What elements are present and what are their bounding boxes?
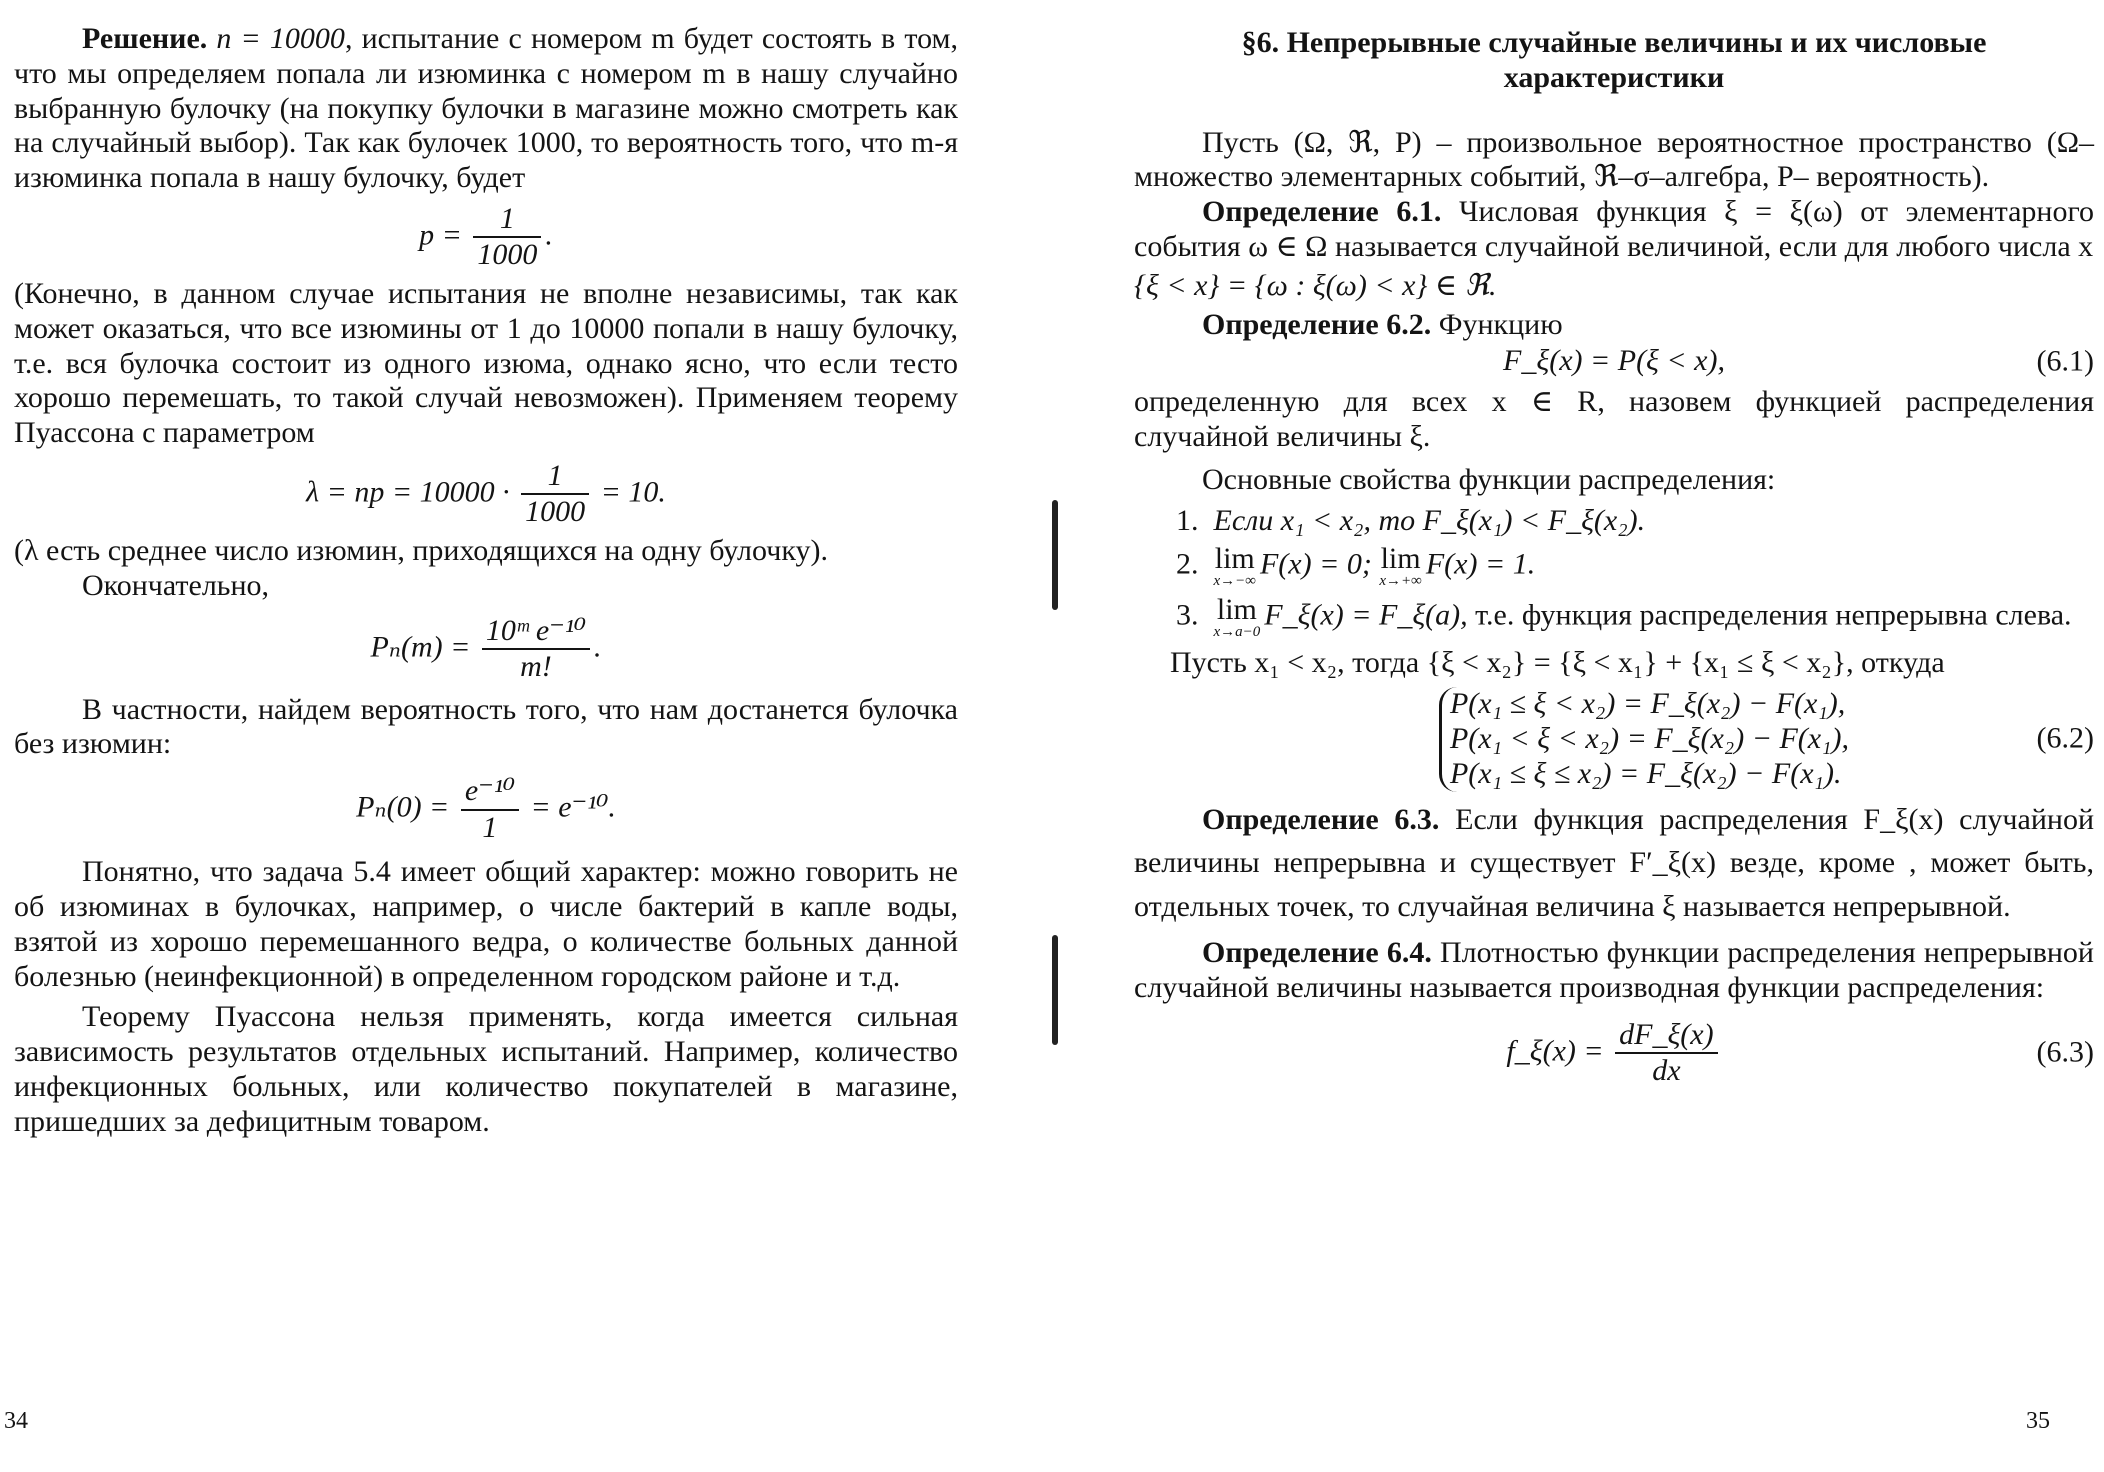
list-number: 3. — [1176, 598, 1199, 632]
formula-p-lhs: p = — [419, 218, 462, 252]
list-item-text: F(x) = 0; — [1259, 547, 1372, 581]
formula-density-lhs: f_ξ(x) = — [1506, 1034, 1604, 1068]
fraction-denominator: 1000 — [525, 495, 586, 529]
section-title: §6. Непрерывные случайные величины и их числовые характеристики — [1241, 26, 1987, 94]
limit — [1214, 595, 1261, 640]
formula-zero-lhs: Pₙ(0) = — [356, 790, 450, 824]
left-column — [14, 22, 958, 1140]
fraction-numerator: 1 — [473, 202, 541, 239]
definition-label: Определение 6.4. — [1202, 936, 1432, 970]
fraction-denominator: 1 — [482, 810, 498, 844]
formula-zero — [14, 774, 958, 845]
binding-mark — [1052, 935, 1058, 1045]
definition-label: Определение 6.1. — [1202, 195, 1442, 229]
limit-word: lim — [1214, 542, 1255, 576]
page-number-right: 35 — [2026, 1408, 2050, 1435]
fraction — [461, 774, 519, 845]
formula-tail: . — [594, 629, 602, 663]
list-item-text: т.е. функция распределения непрерывна слева. — [1467, 598, 2072, 632]
list-number: 1. — [1176, 503, 1199, 537]
definition-label: Определение 6.2. — [1202, 307, 1432, 341]
limit-word: lim — [1216, 593, 1257, 627]
right-page — [1104, 0, 2104, 1472]
fraction-numerator: dF_ξ(x) — [1615, 1018, 1717, 1055]
formula-poisson-lhs: Pₙ(m) = — [370, 629, 471, 663]
formula-poisson — [14, 614, 958, 685]
list-item — [1170, 544, 2094, 589]
definition-label: Определение 6.3. — [1202, 802, 1440, 836]
equation-number: (6.3) — [2036, 1035, 2094, 1069]
limit-subscript: x→+∞ — [1379, 573, 1422, 590]
fraction-denominator: m! — [520, 650, 552, 684]
cdf-definition-paragraph: определенную для всех x ∈ R, назовем функцией распределения случайной величины ξ. — [1134, 385, 2094, 453]
system-line: P(x₁ ≤ ξ ≤ x₂) = F_ξ(x₂) − F(x₁). — [1449, 756, 1842, 790]
limit — [1379, 544, 1421, 589]
general-character-paragraph: Понятно, что задача 5.4 имеет общий характер: можно говорить не об изюминах в булочках, например, о числе бактерий в капле воды, взятой из хорошо перемешанного ведра, о количестве больных данной болезнью (неинфекционной) в определенном городском районе и т.д. — [14, 855, 958, 993]
definition-6-1 — [1134, 195, 2094, 265]
fraction-numerator: e⁻¹⁰ — [461, 774, 519, 811]
formula-lambda-lhs: λ = np = 10000 · — [306, 475, 510, 509]
fraction — [473, 202, 541, 273]
limit-subscript: x→a−0 — [1213, 624, 1261, 641]
probability-space-paragraph: Пусть (Ω, ℜ, P) – произвольное вероятностное пространство (Ω– множество элементарных событий, ℜ–σ–алгебра, P– вероятность). — [1134, 125, 2094, 194]
left-page — [0, 0, 1000, 1472]
limit — [1214, 544, 1256, 589]
particular-case-paragraph: В частности, найдем вероятность того, что нам достанется булочка без изюмин: — [14, 692, 958, 761]
page-number-left: 34 — [4, 1408, 28, 1435]
formula-event: {ξ < x} = {ω : ξ(ω) < x} ∈ ℜ. — [1134, 268, 1497, 302]
formula-tail: . — [545, 218, 553, 252]
formula-lambda — [14, 459, 958, 530]
system-line: P(x₁ < ξ < x₂) = F_ξ(x₂) − F(x₁), — [1449, 721, 1850, 755]
properties-heading: Основные свойства функции распределения: — [1202, 462, 1776, 496]
fraction-numerator: 10ᵐ e⁻¹⁰ — [482, 614, 590, 651]
solution-label: Решение. — [82, 22, 208, 55]
system-line: P(x₁ ≤ ξ < x₂) = F_ξ(x₂) − F(x₁), — [1449, 687, 1846, 721]
list-item-text: Если x₁ < x₂, то F_ξ(x₁) < F_ξ(x₂). — [1213, 503, 1646, 537]
list-item — [1170, 595, 2094, 640]
right-column — [1134, 22, 2094, 1089]
formula-zero-rhs: = e⁻¹⁰. — [530, 790, 616, 824]
properties-list — [1134, 504, 2094, 641]
interval-paragraph: Пусть x₁ < x₂, тогда {ξ < x₂} = {ξ < x₁} + {x₁ ≤ ξ < x₂}, откуда — [1170, 646, 1945, 680]
fraction — [521, 459, 589, 530]
equation-system — [1439, 687, 1849, 791]
fraction-denominator: 1000 — [477, 238, 538, 272]
limit-subscript: x→−∞ — [1213, 573, 1256, 590]
solution-n-value: n = 10000 — [216, 22, 345, 55]
definition-text: Функцию — [1431, 307, 1563, 341]
binding-mark — [1052, 500, 1058, 610]
limit-word: lim — [1380, 542, 1421, 576]
definition-text: Плотностью функции распределения непрерывной случайной величины называется производная функции распределения: — [1134, 936, 2094, 1004]
poisson-limits-paragraph: Теорему Пуассона нельзя применять, когда имеется сильная зависимость результатов отдельных испытаний. Например, количество инфекционных больных, или количество покупателей в магазине, пришедших за дефицитным товаром. — [14, 1000, 958, 1138]
formula-6-1 — [1134, 344, 2094, 379]
definition-6-2 — [1134, 308, 2094, 343]
list-item — [1170, 504, 2094, 539]
solution-paragraph — [14, 22, 958, 196]
formula-lambda-rhs: = 10. — [600, 475, 666, 509]
solution-text: , испытание с номером m будет состоять в том, что мы определяем попала ли изюминка с номером m в нашу случайно выбранную булочку (на покупку булочки в магазине можно смотреть как на случайный выбор). Так как булочек 1000, то вероятность того, что m-я изюминка попала в нашу булочку, будет — [14, 22, 958, 195]
remark-paragraph: (Конечно, в данном случае испытания не вполне независимы, так как может оказаться, что все изюмины от 1 до 10000 попали в нашу булочку, т.е. вся булочка состоит из одного изюма, однако ясно, что если тесто хорошо перемешать, то такой случай невозможен). Применяем теорему Пуассона с параметром — [14, 276, 958, 450]
definition-text: Если функция распределения F_ξ(x) случайной величины непрерывна и существует F′_ξ(x) везде, кроме , может быть, отдельных точек, то случайная величина ξ называется непрерывной. — [1134, 802, 2095, 923]
list-number: 2. — [1176, 547, 1199, 581]
formula-probability-p — [14, 202, 958, 273]
definition-6-4 — [1134, 936, 2094, 1006]
definition-text: Числовая функция ξ = ξ(ω) от элементарного события ω ∈ Ω называется случайной величиной, если для любого числа x — [1134, 195, 2094, 263]
fraction — [482, 614, 590, 685]
fraction-numerator: 1 — [521, 459, 589, 496]
finally-paragraph: Окончательно, — [82, 568, 270, 602]
list-item-text: F_ξ(x) = F_ξ(a), — [1264, 598, 1468, 632]
list-item-text: F(x) = 1. — [1425, 547, 1536, 581]
equation-number: (6.2) — [2036, 721, 2094, 755]
equation-number: (6.1) — [2036, 344, 2094, 378]
fraction — [1615, 1018, 1717, 1089]
fraction-denominator: dx — [1652, 1054, 1681, 1088]
formula-6-3 — [1134, 1018, 2094, 1089]
formula-cdf: F_ξ(x) = P(ξ < x), — [1503, 344, 1725, 378]
definition-6-3 — [1134, 798, 2094, 929]
lambda-note: (λ есть среднее число изюмин, приходящихся на одну булочку). — [14, 533, 828, 567]
formula-6-2 — [1134, 687, 2094, 791]
